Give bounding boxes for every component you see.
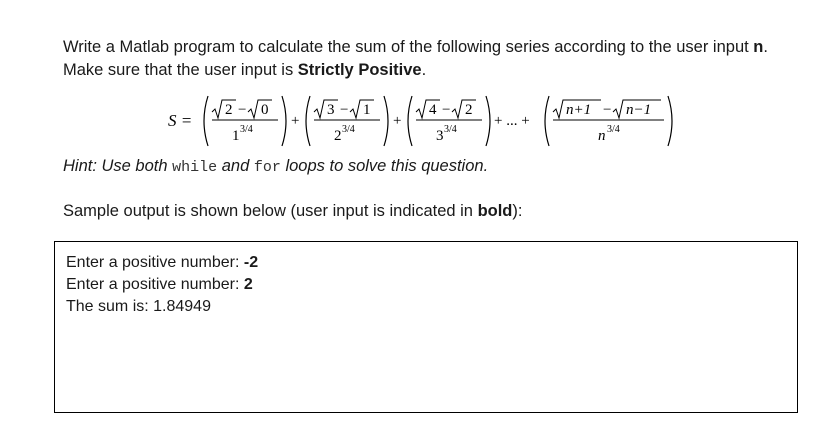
term2-den-exp: 3/4: [342, 124, 355, 135]
right-paren: [282, 96, 286, 146]
plus-sign-2: +: [393, 113, 402, 129]
output-prompt: Enter a positive number:: [66, 254, 244, 271]
formula-term-1: [204, 96, 286, 146]
output-line: [66, 296, 786, 318]
left-paren: [545, 96, 549, 146]
question-part3: .: [421, 61, 427, 79]
term3-den-base: 3: [436, 128, 444, 144]
sample-bold-word: bold: [477, 202, 513, 220]
left-paren: [408, 96, 412, 146]
term2-num-a: 3: [327, 102, 335, 118]
term1-den-base: 1: [232, 128, 240, 144]
user-input: 2: [243, 276, 253, 293]
sample-output-box: [54, 241, 798, 413]
term2-den-base: 2: [334, 128, 342, 144]
termn-minus: −: [603, 102, 612, 118]
hint-text: [63, 157, 488, 176]
term1-num-b: 0: [261, 102, 269, 118]
series-formula-svg: [168, 90, 688, 154]
hint-suffix: loops to solve this question.: [280, 157, 489, 175]
series-formula: [168, 90, 688, 154]
formula-term-n: [545, 96, 672, 146]
term3-minus: −: [442, 102, 451, 118]
question-var: n: [753, 38, 764, 56]
question-part1: Write a Matlab program to calculate the sum of the following series according to the user input: [63, 38, 754, 56]
term1-num-a: 2: [225, 102, 233, 118]
term1-minus: −: [238, 102, 247, 118]
question-part2: . Make sure that the user input is: [63, 38, 768, 79]
term3-num-b: 2: [465, 102, 473, 118]
output-line: [66, 274, 786, 296]
termn-num-a: n+1: [566, 102, 592, 118]
plus-sign-1: +: [291, 113, 300, 129]
right-paren: [668, 96, 672, 146]
term2-num-b: 1: [363, 102, 371, 118]
sample-suffix: ):: [512, 202, 523, 220]
user-input: -2: [243, 254, 259, 271]
output-result: The sum is: 1.84949: [66, 298, 211, 315]
term2-minus: −: [340, 102, 349, 118]
sample-prefix: Sample output is shown below (user input is indicated in: [63, 202, 478, 220]
formula-term-2: [306, 96, 388, 146]
question-emphasis: Strictly Positive: [297, 61, 422, 79]
term1-den-exp: 3/4: [240, 124, 253, 135]
term3-den-exp: 3/4: [444, 124, 457, 135]
question-text: [63, 36, 803, 82]
output-prompt: Enter a positive number:: [66, 276, 244, 293]
left-paren: [306, 96, 310, 146]
termn-den-exp: 3/4: [607, 124, 620, 135]
formula-lhs: S =: [168, 111, 193, 130]
termn-num-b: n−1: [626, 102, 652, 118]
hint-prefix: Hint: Use both: [63, 157, 173, 175]
left-paren: [204, 96, 208, 146]
hint-keyword-for: for: [253, 159, 281, 176]
hint-middle: and: [217, 157, 254, 175]
formula-term-3: [408, 96, 490, 146]
right-paren: [486, 96, 490, 146]
term3-num-a: 4: [429, 102, 437, 118]
right-paren: [384, 96, 388, 146]
termn-den-base: n: [598, 128, 606, 144]
ellipsis-plus: + ... +: [494, 113, 530, 129]
output-line: [66, 252, 786, 274]
hint-keyword-while: while: [172, 159, 218, 176]
sample-output-label: [63, 202, 522, 221]
